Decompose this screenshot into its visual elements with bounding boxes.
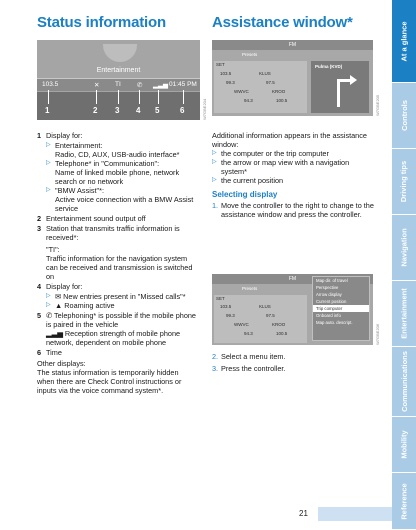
callout-1: 1 [45, 106, 50, 115]
image-code-1: W7GBE204 [202, 98, 207, 120]
tab-mobility[interactable]: Mobility [392, 417, 416, 473]
turn-arrow-icon [337, 79, 340, 107]
page-number: 21 [299, 509, 308, 518]
status-information-title: Status information [37, 14, 166, 31]
presets-label-2: Presets [242, 286, 258, 291]
tab-entertainment[interactable]: Entertainment [392, 281, 416, 347]
tab-reference[interactable]: Reference [392, 473, 416, 530]
fm-bar: FM [212, 40, 373, 50]
station-panel: SET 103.5 KLUS 99.3 97.5 WWVC KROO 94.3 100.5 [214, 61, 307, 113]
tab-navigation[interactable]: Navigation [392, 215, 416, 281]
menu-item-onboard-info[interactable]: Onboard info [316, 313, 341, 318]
place-name: Pulma (KVD) [315, 64, 343, 69]
signal-strength-icon: ▂▃▅ [153, 82, 168, 89]
bmw-logo [103, 44, 137, 62]
menu-item-arrow-display[interactable]: Arrow display [316, 292, 342, 297]
callout-3: 3 [115, 106, 120, 115]
page-number-bar [318, 507, 392, 521]
sound-off-icon: ✕ [94, 82, 100, 89]
callout-4: 4 [136, 106, 141, 115]
time-readout: 01:45 PM [169, 81, 197, 88]
entertainment-label: Entertainment [96, 67, 141, 74]
menu-item-trip-computer[interactable]: Trip computer [313, 305, 369, 312]
station-readout: 103.5 [42, 81, 59, 88]
other-displays-text: The status information is temporarily hidden when there are Check Control instructions or inputs via the voice command system*. [37, 368, 182, 395]
selecting-display-title: Selecting display [212, 190, 278, 199]
tab-at-a-glance[interactable]: At a glance [392, 0, 416, 83]
tab-controls[interactable]: Controls [392, 83, 416, 149]
tab-driving-tips[interactable]: Driving tips [392, 149, 416, 215]
status-bar-screenshot [37, 40, 200, 120]
callout-6: 6 [180, 106, 185, 115]
fm-bar-2: FM [212, 274, 373, 284]
left-body-text: 1 Display for: ▷ Entertainment: Radio, CD, AUX, USB-audio interface* ▷ Telephone* in "Communication": Name of linked mobile phone, network search or no network ▷ "BMW Assist"*: Active voice connection with a BMW Assist service 2 Entertainment sound output off 3 Station that transmits traffic information is received*: "TI": Traffic information for the navigation system can be received and transmission is switched on 4 Display for: ▷ ✉ New entries present in "Missed calls"* ▷ ▲ Roaming active 5 ✆ Telephoning* is possible if the mobile phone is paired in the vehicle ▂▃▅ Reception strength of mobile phone network, dependent on mobile phone 6 Time Other displays: The status information is temporarily hidden when there are Check Control instructions or inputs via the voice command system*. [37, 131, 196, 395]
assistance-menu-screenshot [212, 274, 373, 345]
menu-item-map-auto[interactable]: Map auto. descript. [316, 320, 353, 325]
callout-5: 5 [155, 106, 160, 115]
menu-item-current-position[interactable]: Current position [316, 299, 347, 304]
menu-item-perspective[interactable]: Perspective [316, 285, 339, 290]
station-panel-2: SET 103.5 KLUS 99.3 97.5 WWVC KROO 94.3 100.5 [214, 295, 307, 343]
callout-2: 2 [93, 106, 98, 115]
ti-indicator: TI [115, 81, 121, 88]
other-displays-title: Other displays: [37, 359, 86, 368]
assistance-intro: Additional information appears in the assistance window: [212, 131, 367, 149]
presets-label: Presets [242, 52, 258, 57]
image-code-3: W7GBE206 [375, 323, 380, 345]
assistance-window-screenshot [212, 40, 373, 116]
missed-calls-icon: ✉ [55, 292, 64, 301]
roaming-icon: ▲ [55, 301, 65, 310]
steps-after: 2. Select a menu item. 3. Press the controller. [212, 352, 286, 373]
signal-icon-inline: ▂▃▅ [46, 329, 65, 338]
image-code-2: W7GBE205 [375, 94, 380, 116]
right-body-text: Additional information appears in the assistance window: ▷ the computer or the trip computer ▷ the arrow or map view with a navigation system* ▷ the current position Selecting display 1. Move the controller to the right to change to the assistance window and press the controller. [212, 131, 374, 219]
phone-icon: ✆ [137, 82, 143, 89]
assistance-panel [311, 61, 369, 113]
assistance-menu [312, 276, 370, 341]
phone-icon-inline: ✆ [46, 311, 55, 320]
tab-communications[interactable]: Communications [392, 347, 416, 417]
assistance-window-title: Assistance window* [212, 14, 353, 31]
menu-item-map-direction[interactable]: Map dir. of travel [316, 278, 348, 283]
